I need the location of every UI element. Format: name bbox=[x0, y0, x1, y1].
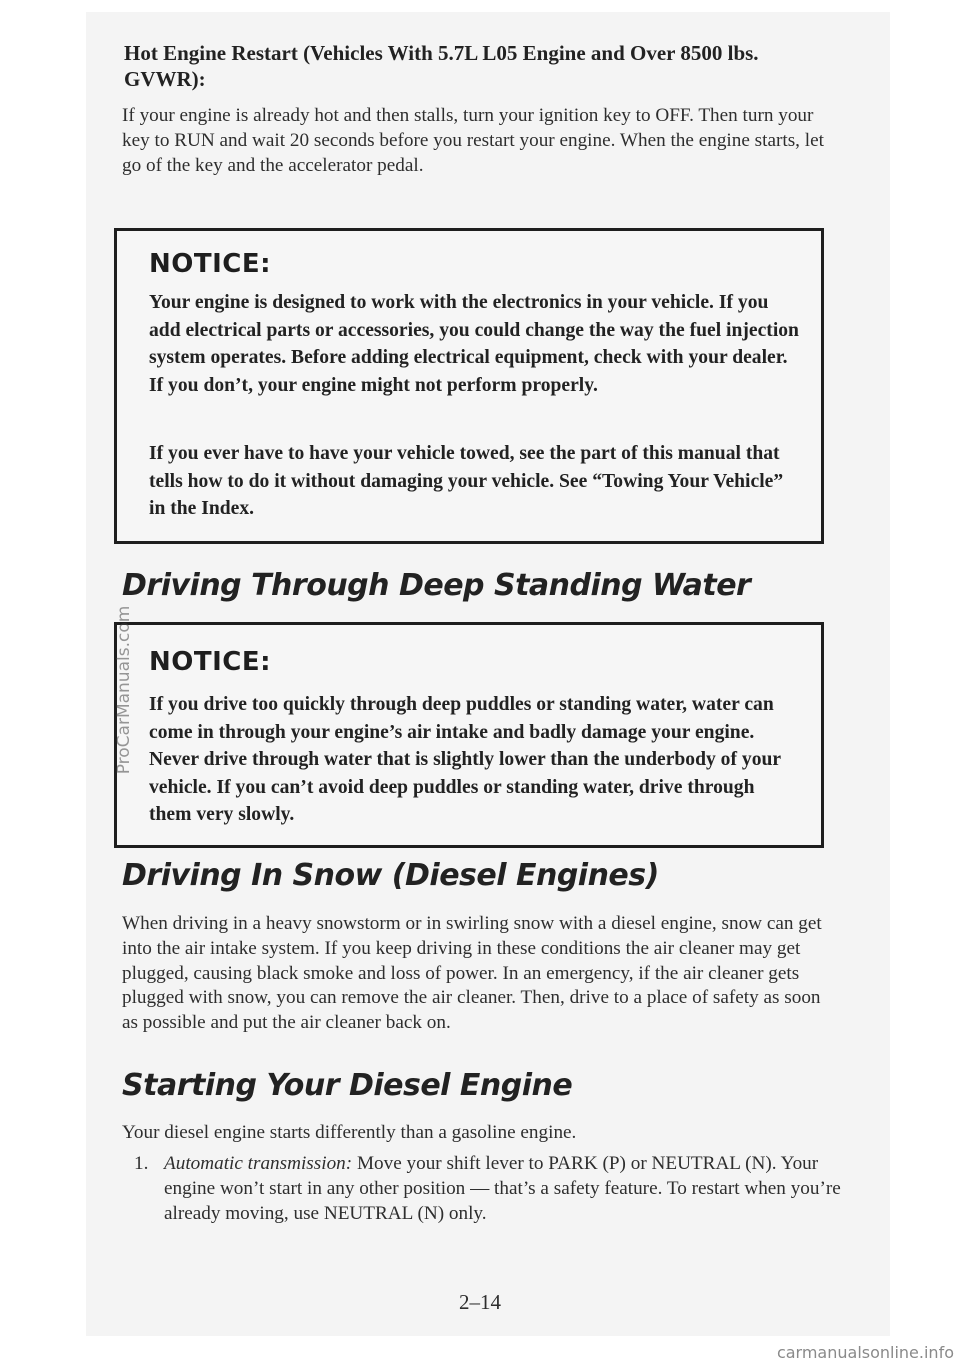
watermark-side bbox=[114, 560, 134, 820]
hot-restart-heading: Hot Engine Restart (Vehicles With 5.7L L05 Engine and Over 8500 lbs. GVWR): bbox=[124, 41, 759, 91]
step-text: Move your shift lever to PARK (P) or NEUTRAL (N). Your engine won’t start in any other position — that’s a safety feature. To restart when you’re already moving, use NEUTRAL (N) only. bbox=[164, 1153, 841, 1224]
notice-box-deep-water bbox=[114, 622, 824, 848]
snow-heading: Driving In Snow (Diesel Engines) bbox=[122, 858, 659, 893]
notice-title: NOTICE: bbox=[149, 647, 272, 677]
step-lead: Automatic transmission: bbox=[164, 1153, 353, 1174]
notice-text-towing: If you ever have to have your vehicle towed, see the part of this manual that tells how to do it without damaging your vehicle. See “Towing Your Vehicle” in the Index. bbox=[149, 443, 784, 519]
watermark-side-text: ProCarManuals.com bbox=[114, 605, 134, 775]
page-number: 2–14 bbox=[459, 1290, 501, 1314]
step-body bbox=[164, 1152, 842, 1226]
notice-text-deep-water: If you drive too quickly through deep puddles or standing water, water can come in through your engine’s air intake and badly damage your engine. Never drive through water that is slightly lower than the underbody of your vehicle. If you can’t avoid deep puddles or standing water, drive through them very slowly. bbox=[149, 694, 781, 825]
notice-box-electronics bbox=[114, 228, 824, 544]
hot-restart-text: If your engine is already hot and then stalls, turn your ignition key to OFF. Then turn your key to RUN and wait 20 seconds before you restart your engine. When the engine starts, let go of the key and the accelerator pedal. bbox=[122, 105, 824, 176]
step-number: 1. bbox=[134, 1153, 149, 1174]
diesel-start-intro: Your diesel engine starts differently than a gasoline engine. bbox=[122, 1122, 577, 1143]
deep-water-heading: Driving Through Deep Standing Water bbox=[122, 568, 751, 603]
notice-text-electronics: Your engine is designed to work with the electronics in your vehicle. If you add electrical parts or accessories, you could change the way the fuel injection system operates. Before adding electrical equipment, check with your dealer. If you don’t, your engine might not perform properly. bbox=[149, 292, 799, 396]
watermark-bottom: carmanualsonline.info bbox=[776, 1343, 954, 1362]
snow-text: When driving in a heavy snowstorm or in swirling snow with a diesel engine, snow can get into the air intake system. If you keep driving in these conditions the air cleaner may get plugged, causing black smoke and loss of power. In an emergency, if the air cleaner gets plugged with snow, you can remove the air cleaner. Then, drive to a place of safety as soon as possible and put the air cleaner back on. bbox=[122, 913, 822, 1034]
diesel-step-1 bbox=[122, 1152, 842, 1226]
notice-title: NOTICE: bbox=[149, 249, 272, 279]
diesel-start-heading: Starting Your Diesel Engine bbox=[122, 1068, 573, 1103]
